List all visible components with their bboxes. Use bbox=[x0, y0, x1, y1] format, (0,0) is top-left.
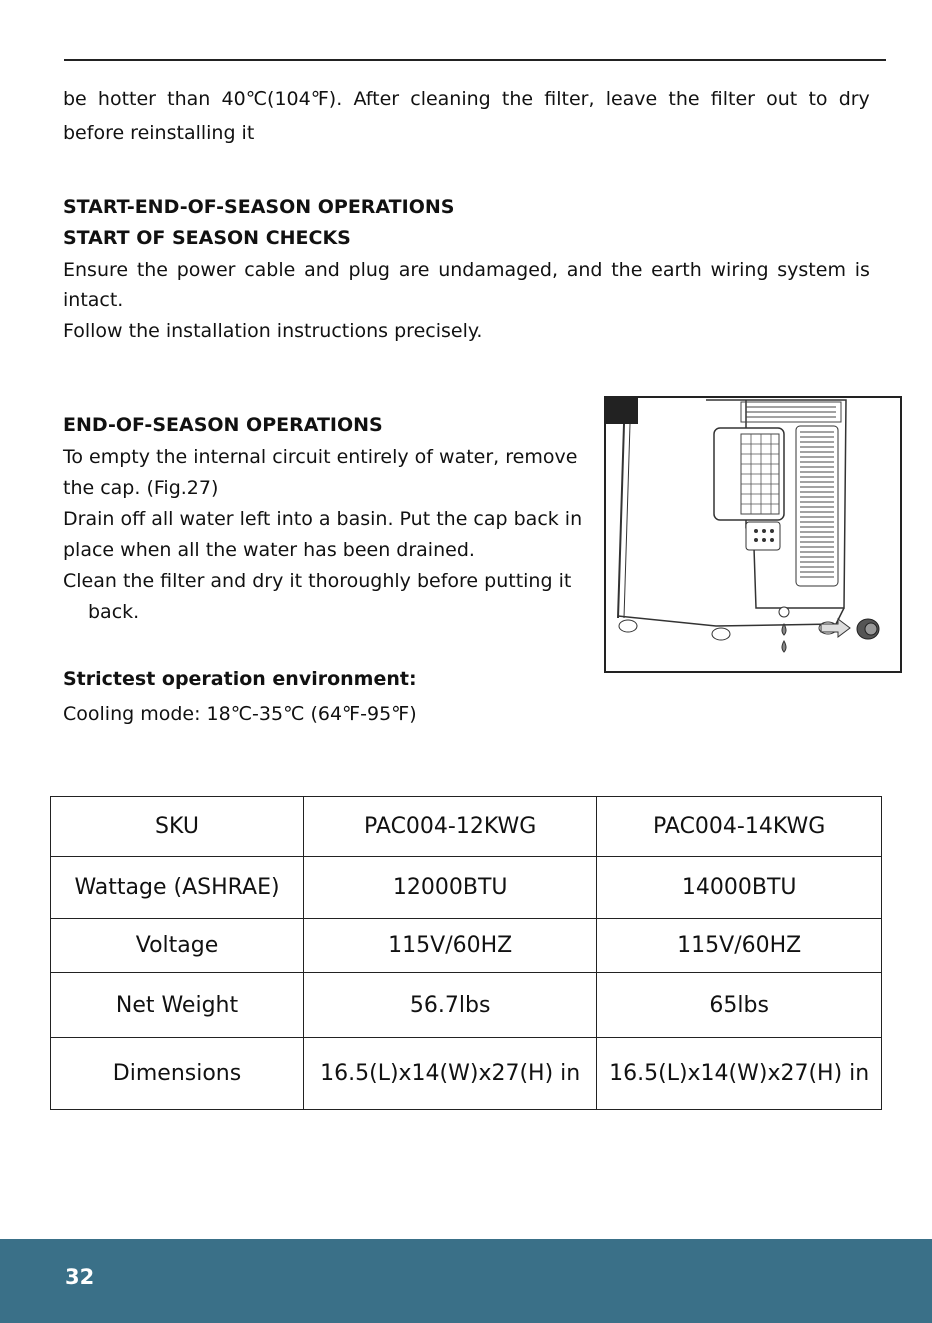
table-row bbox=[51, 1038, 882, 1110]
unit-left-edge bbox=[618, 424, 624, 618]
word: leave bbox=[605, 88, 658, 110]
end-line-2: the cap. (Fig.27) bbox=[63, 477, 219, 499]
table-cell: Dimensions bbox=[51, 1038, 304, 1110]
water-drop-1 bbox=[782, 624, 786, 635]
word: are bbox=[398, 259, 430, 281]
check-2: Follow the installation instructions precisely. bbox=[63, 320, 483, 342]
table-row bbox=[51, 857, 882, 919]
word: cable bbox=[244, 259, 296, 281]
word: and bbox=[304, 259, 340, 281]
end-season-heading: END-OF-SEASON OPERATIONS bbox=[63, 414, 383, 436]
fig-27-drain-illustration bbox=[604, 396, 902, 673]
word: wiring bbox=[710, 259, 769, 281]
table-cell: 12000BTU bbox=[304, 857, 597, 919]
word: the bbox=[668, 88, 700, 110]
word: the bbox=[136, 259, 168, 281]
table-cell: 65lbs bbox=[597, 973, 882, 1038]
control-panel bbox=[746, 522, 780, 550]
top-rule bbox=[64, 59, 886, 61]
water-drop-2 bbox=[782, 641, 786, 652]
word: system bbox=[777, 259, 846, 281]
table-cell: PAC004-12KWG bbox=[304, 797, 597, 857]
word: filter, bbox=[544, 88, 595, 110]
corner-tab bbox=[606, 398, 638, 424]
table-cell: 115V/60HZ bbox=[304, 919, 597, 973]
word: the bbox=[501, 88, 534, 110]
word: Ensure bbox=[63, 259, 129, 281]
word: filter bbox=[710, 88, 755, 110]
end-line-6: back. bbox=[88, 601, 140, 623]
check-1-cont: intact. bbox=[63, 289, 124, 311]
table-cell: 16.5(L)x14(W)x27(H) in bbox=[304, 1038, 597, 1110]
word: cleaning bbox=[410, 88, 491, 110]
word: to bbox=[808, 88, 828, 110]
table-cell: 56.7lbs bbox=[304, 973, 597, 1038]
wheel-center bbox=[712, 628, 730, 640]
end-line-3: Drain off all water left into a basin. Put the cap back in bbox=[63, 508, 583, 530]
table-cell: Voltage bbox=[51, 919, 304, 973]
table-cell: 16.5(L)x14(W)x27(H) in bbox=[597, 1038, 882, 1110]
environment-heading: Strictest operation environment: bbox=[63, 668, 417, 690]
air-conditioner-drain-drawing bbox=[606, 398, 900, 671]
word: power bbox=[176, 259, 236, 281]
intro-line-1 bbox=[63, 84, 870, 115]
spec-table bbox=[50, 796, 882, 1110]
footer-bar bbox=[0, 1239, 932, 1323]
table-row bbox=[51, 919, 882, 973]
table-cell: Net Weight bbox=[51, 973, 304, 1038]
word: 40℃(104℉). bbox=[221, 88, 343, 110]
word: hotter bbox=[97, 88, 156, 110]
word: After bbox=[353, 88, 400, 110]
start-season-heading: START OF SEASON CHECKS bbox=[63, 227, 351, 249]
unit-base bbox=[618, 608, 844, 626]
end-line-1: To empty the internal circuit entirely of water, remove bbox=[63, 446, 578, 468]
end-line-5: Clean the filter and dry it thoroughly before putting it bbox=[63, 570, 572, 592]
arrow-right-icon bbox=[821, 619, 850, 637]
end-line-4: place when all the water has been drained. bbox=[63, 539, 475, 561]
intro-line-2: before reinstalling it bbox=[63, 122, 255, 144]
table-cell: PAC004-14KWG bbox=[597, 797, 882, 857]
season-heading: START-END-OF-SEASON OPERATIONS bbox=[63, 196, 455, 218]
word: plug bbox=[348, 259, 390, 281]
unit-left-edge-inner bbox=[624, 424, 630, 618]
cooling-mode: Cooling mode: 18℃-35℃ (64℉-95℉) bbox=[63, 703, 417, 725]
table-row bbox=[51, 797, 882, 857]
table-row bbox=[51, 973, 882, 1038]
word: out bbox=[766, 88, 798, 110]
word: is bbox=[854, 259, 870, 281]
word: and bbox=[566, 259, 603, 281]
table-cell: 115V/60HZ bbox=[597, 919, 882, 973]
check-1-line bbox=[63, 255, 870, 286]
drain-outlet bbox=[779, 607, 789, 617]
word: be bbox=[63, 88, 87, 110]
word: the bbox=[611, 259, 643, 281]
page-number: 32 bbox=[65, 1265, 95, 1289]
word: undamaged, bbox=[438, 259, 558, 281]
wheel-left bbox=[619, 620, 637, 632]
word: than bbox=[167, 88, 211, 110]
table-cell: SKU bbox=[51, 797, 304, 857]
word: earth bbox=[651, 259, 702, 281]
table-cell: 14000BTU bbox=[597, 857, 882, 919]
table-cell: Wattage (ASHRAE) bbox=[51, 857, 304, 919]
word: dry bbox=[838, 88, 870, 110]
